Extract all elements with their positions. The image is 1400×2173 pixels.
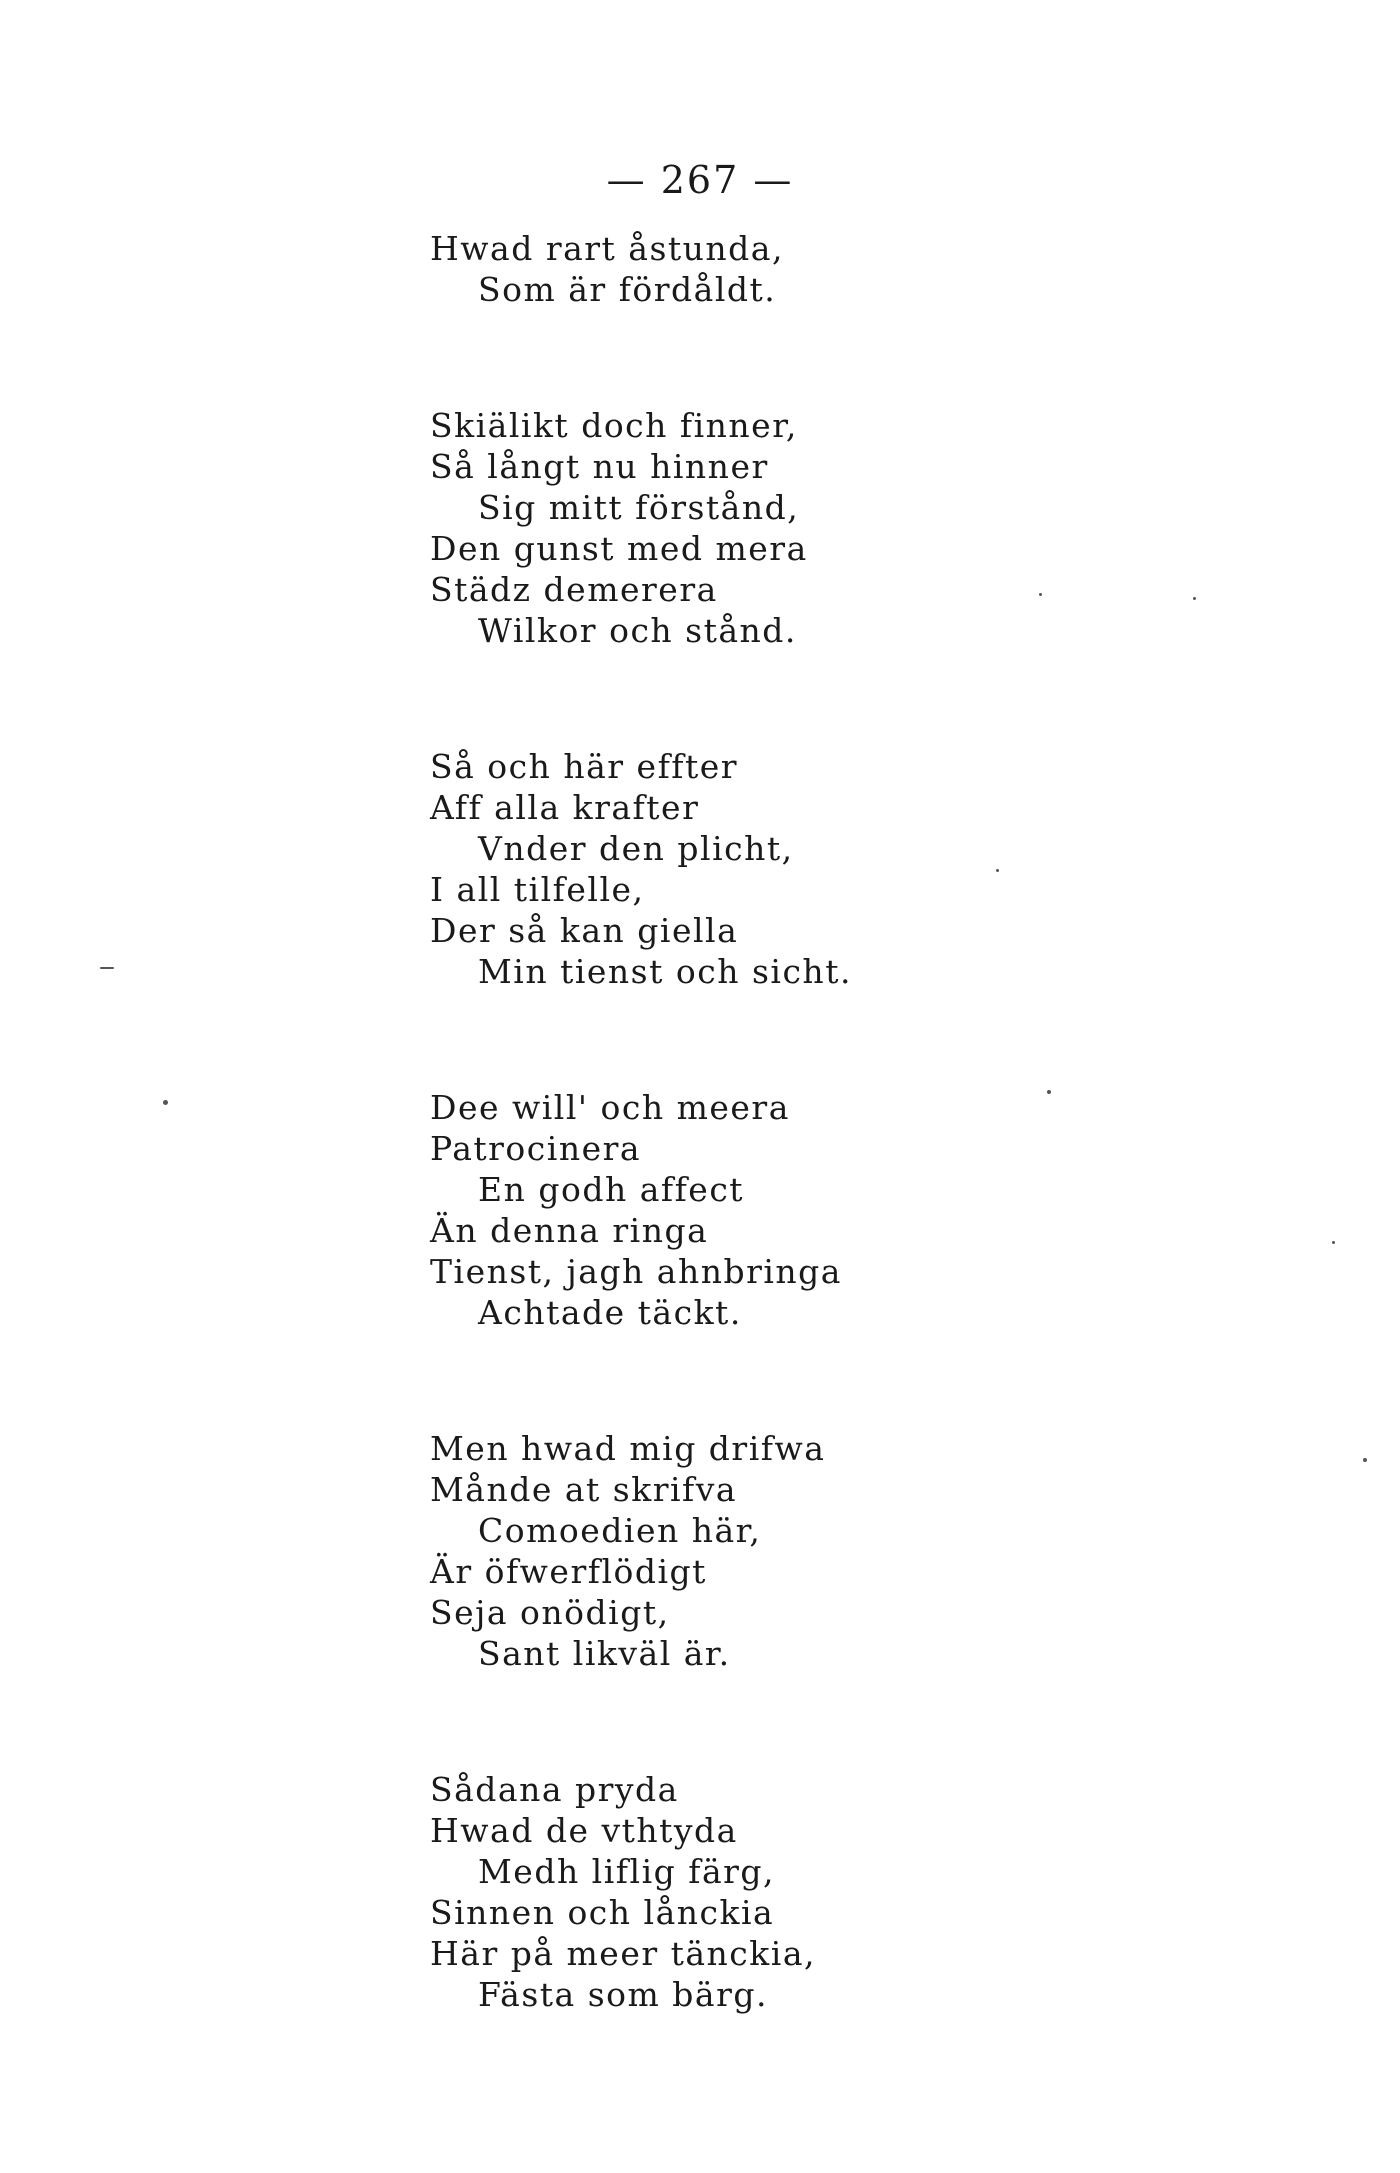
poem-line: Sig mitt förstånd, <box>478 488 800 527</box>
poem-line: Så och här effter <box>430 747 739 786</box>
poem-line: Städz demerera <box>430 570 718 609</box>
poem-line: Seja onödigt, <box>430 1593 670 1632</box>
poem-line: Sant likväl är. <box>478 1634 731 1673</box>
poem-line: Men hwad mig drifwa <box>430 1429 826 1468</box>
page-number: — 267 — <box>606 158 794 202</box>
poem-line: Patrocinera <box>430 1129 642 1168</box>
poem-line: Tienst, jagh ahnbringa <box>430 1252 842 1291</box>
stanza-3 <box>430 746 1130 992</box>
poem-line: Der så kan giella <box>430 911 739 950</box>
scan-speck <box>1193 597 1196 600</box>
scan-speck <box>996 869 999 872</box>
scan-speck <box>1039 593 1042 596</box>
poem-line: Månde at skrifva <box>430 1470 738 1509</box>
poem-line: Medh liflig färg, <box>478 1852 776 1891</box>
poem-line: Skiälikt doch finner, <box>430 406 798 445</box>
poem-line: Achtade täckt. <box>478 1293 742 1332</box>
scan-speck <box>1363 1458 1367 1462</box>
poem-line: Som är fördåldt. <box>478 270 777 309</box>
poem-line: Den gunst med mera <box>430 529 808 568</box>
stanza-1 <box>430 228 1130 310</box>
scan-speck <box>1047 1090 1051 1094</box>
poem-line: Här på meer tänckia, <box>430 1934 817 1973</box>
poem-line: Hwad rart åstunda, <box>430 229 784 268</box>
poem-line: Än denna ringa <box>430 1211 709 1250</box>
poem-line: Vnder den plicht, <box>478 829 794 868</box>
stanza-6 <box>430 1769 1130 2015</box>
poem-line: En godh affect <box>478 1170 745 1209</box>
poem-line: I all tilfelle, <box>430 870 645 909</box>
poem-line: Hwad de vthtyda <box>430 1811 738 1850</box>
scan-speck <box>1332 1241 1335 1244</box>
poem-line: Sådana pryda <box>430 1770 679 1809</box>
poem-line: Comoedien här, <box>478 1511 762 1550</box>
poem-line: Är öfwerflödigt <box>430 1552 707 1591</box>
stanza-5 <box>430 1428 1130 1674</box>
stanza-2 <box>430 405 1130 651</box>
stanza-4 <box>430 1087 1130 1333</box>
poem-line: Min tienst och sicht. <box>478 952 852 991</box>
poem-line: Aff alla krafter <box>430 788 700 827</box>
scan-speck <box>163 1100 168 1105</box>
poem-line: Så långt nu hinner <box>430 447 769 486</box>
scan-speck <box>100 967 114 969</box>
poem-line: Dee will' och meera <box>430 1088 790 1127</box>
poem-line: Fästa som bärg. <box>478 1975 768 2014</box>
poem-line: Wilkor och stånd. <box>478 611 797 650</box>
poem <box>430 228 1130 2110</box>
poem-line: Sinnen och lånckia <box>430 1893 775 1932</box>
